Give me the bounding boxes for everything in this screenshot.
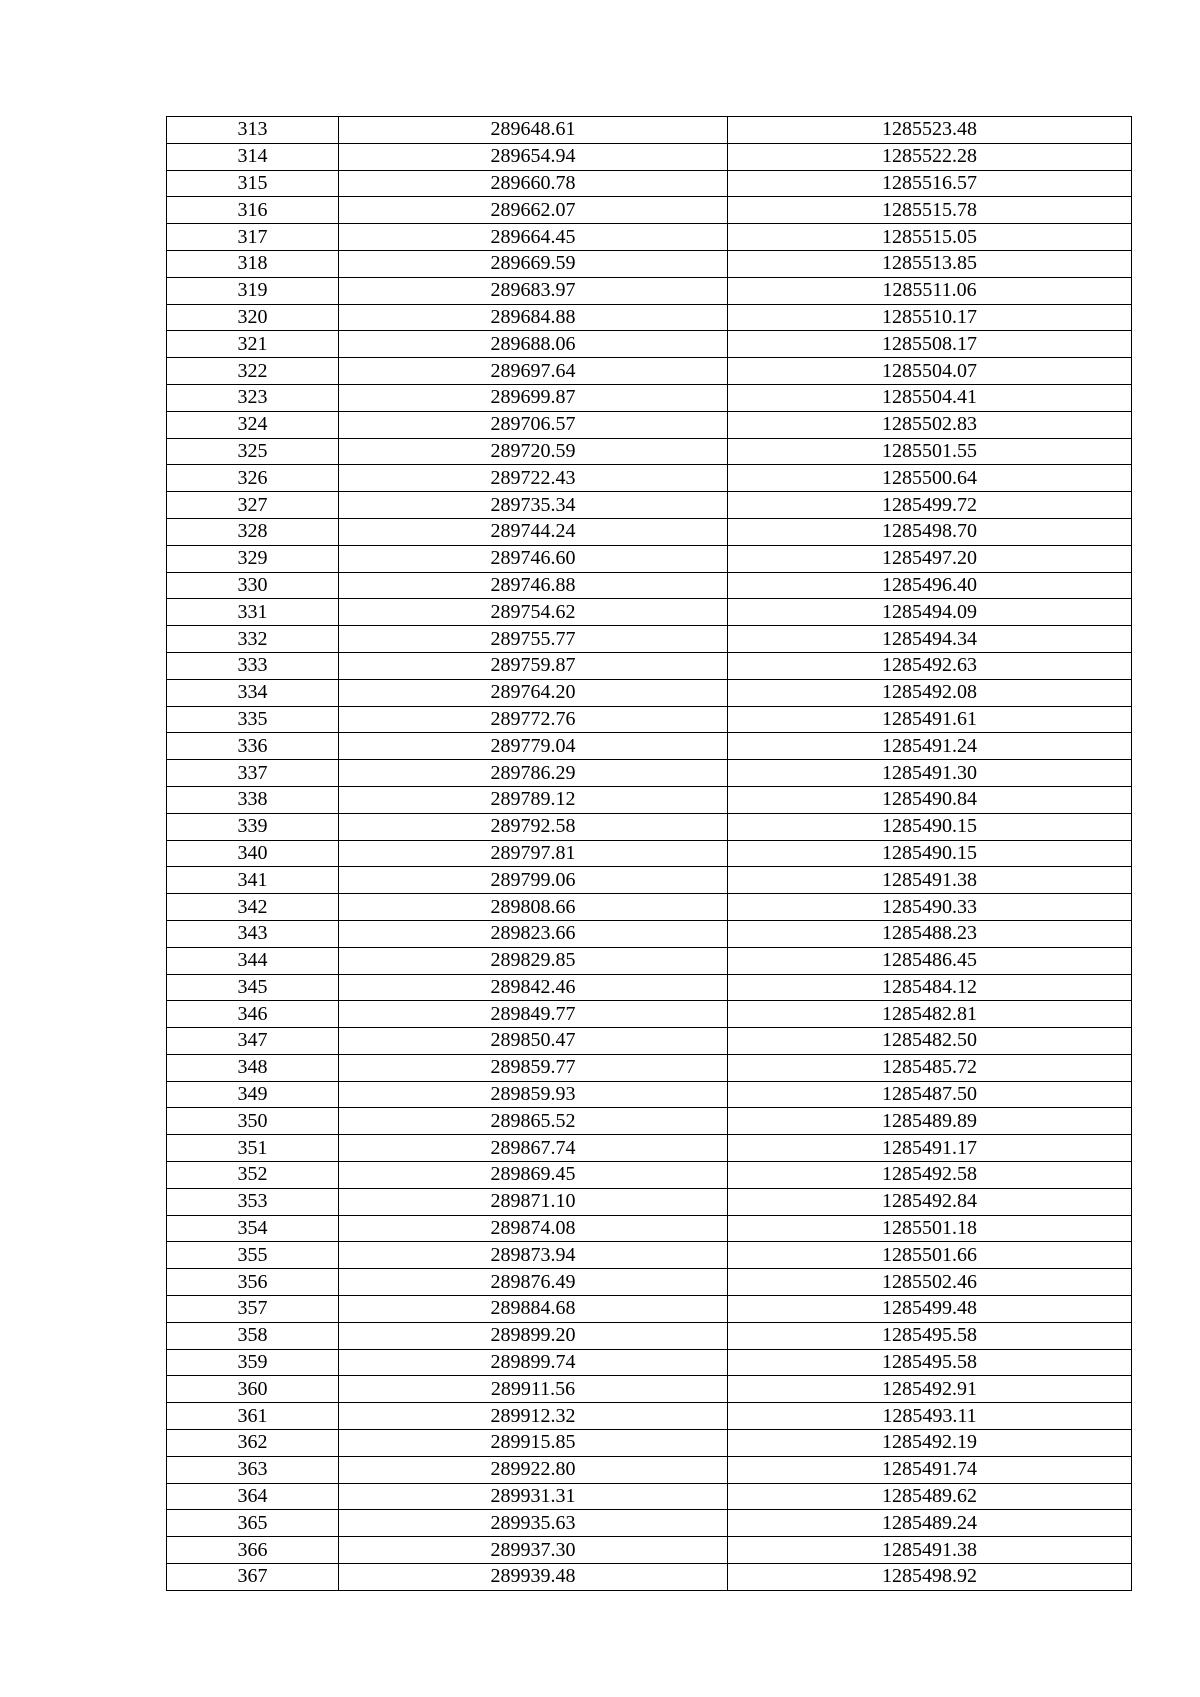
x-coordinate-cell: 289799.06 <box>339 867 728 894</box>
table-row <box>167 1242 1132 1269</box>
x-coordinate-cell: 289683.97 <box>339 277 728 304</box>
point-number-cell: 317 <box>167 224 339 251</box>
y-coordinate-cell: 1285489.24 <box>728 1510 1132 1537</box>
table-row <box>167 1510 1132 1537</box>
y-coordinate-cell: 1285491.38 <box>728 867 1132 894</box>
y-coordinate-cell: 1285510.17 <box>728 304 1132 331</box>
point-number-cell: 322 <box>167 358 339 385</box>
x-coordinate-cell: 289735.34 <box>339 492 728 519</box>
table-row <box>167 143 1132 170</box>
x-coordinate-cell: 289662.07 <box>339 197 728 224</box>
table-row <box>167 1456 1132 1483</box>
x-coordinate-cell: 289779.04 <box>339 733 728 760</box>
y-coordinate-cell: 1285492.91 <box>728 1376 1132 1403</box>
table-row <box>167 250 1132 277</box>
y-coordinate-cell: 1285501.55 <box>728 438 1132 465</box>
y-coordinate-cell: 1285491.30 <box>728 760 1132 787</box>
table-row <box>167 813 1132 840</box>
y-coordinate-cell: 1285494.34 <box>728 626 1132 653</box>
table-row <box>167 840 1132 867</box>
y-coordinate-cell: 1285491.74 <box>728 1456 1132 1483</box>
x-coordinate-cell: 289829.85 <box>339 947 728 974</box>
point-number-cell: 348 <box>167 1054 339 1081</box>
table-row <box>167 465 1132 492</box>
table-row <box>167 1403 1132 1430</box>
table-row <box>167 492 1132 519</box>
y-coordinate-cell: 1285522.28 <box>728 143 1132 170</box>
table-row <box>167 304 1132 331</box>
point-number-cell: 343 <box>167 920 339 947</box>
y-coordinate-cell: 1285485.72 <box>728 1054 1132 1081</box>
y-coordinate-cell: 1285492.63 <box>728 652 1132 679</box>
point-number-cell: 313 <box>167 117 339 144</box>
x-coordinate-cell: 289697.64 <box>339 358 728 385</box>
point-number-cell: 315 <box>167 170 339 197</box>
table-row <box>167 1108 1132 1135</box>
y-coordinate-cell: 1285492.19 <box>728 1430 1132 1457</box>
point-number-cell: 356 <box>167 1269 339 1296</box>
x-coordinate-cell: 289823.66 <box>339 920 728 947</box>
point-number-cell: 361 <box>167 1403 339 1430</box>
point-number-cell: 324 <box>167 411 339 438</box>
y-coordinate-cell: 1285511.06 <box>728 277 1132 304</box>
y-coordinate-cell: 1285489.62 <box>728 1483 1132 1510</box>
table-row <box>167 652 1132 679</box>
point-number-cell: 328 <box>167 518 339 545</box>
table-row <box>167 1430 1132 1457</box>
table-row <box>167 518 1132 545</box>
table-row <box>167 974 1132 1001</box>
x-coordinate-cell: 289654.94 <box>339 143 728 170</box>
point-number-cell: 354 <box>167 1215 339 1242</box>
point-number-cell: 319 <box>167 277 339 304</box>
y-coordinate-cell: 1285491.38 <box>728 1537 1132 1564</box>
y-coordinate-cell: 1285498.92 <box>728 1564 1132 1591</box>
point-number-cell: 353 <box>167 1188 339 1215</box>
x-coordinate-cell: 289842.46 <box>339 974 728 1001</box>
table-row <box>167 411 1132 438</box>
point-number-cell: 363 <box>167 1456 339 1483</box>
x-coordinate-cell: 289684.88 <box>339 304 728 331</box>
x-coordinate-cell: 289660.78 <box>339 170 728 197</box>
x-coordinate-cell: 289746.88 <box>339 572 728 599</box>
x-coordinate-cell: 289688.06 <box>339 331 728 358</box>
y-coordinate-cell: 1285499.72 <box>728 492 1132 519</box>
y-coordinate-cell: 1285502.83 <box>728 411 1132 438</box>
y-coordinate-cell: 1285492.58 <box>728 1162 1132 1189</box>
point-number-cell: 326 <box>167 465 339 492</box>
point-number-cell: 360 <box>167 1376 339 1403</box>
x-coordinate-cell: 289911.56 <box>339 1376 728 1403</box>
point-number-cell: 323 <box>167 384 339 411</box>
point-number-cell: 342 <box>167 894 339 921</box>
point-number-cell: 349 <box>167 1081 339 1108</box>
point-number-cell: 366 <box>167 1537 339 1564</box>
table-row <box>167 1001 1132 1028</box>
point-number-cell: 365 <box>167 1510 339 1537</box>
y-coordinate-cell: 1285492.08 <box>728 679 1132 706</box>
coordinates-table <box>166 116 1132 1591</box>
x-coordinate-cell: 289876.49 <box>339 1269 728 1296</box>
point-number-cell: 358 <box>167 1322 339 1349</box>
x-coordinate-cell: 289859.77 <box>339 1054 728 1081</box>
x-coordinate-cell: 289797.81 <box>339 840 728 867</box>
y-coordinate-cell: 1285502.46 <box>728 1269 1132 1296</box>
point-number-cell: 357 <box>167 1296 339 1323</box>
point-number-cell: 316 <box>167 197 339 224</box>
point-number-cell: 362 <box>167 1430 339 1457</box>
point-number-cell: 335 <box>167 706 339 733</box>
y-coordinate-cell: 1285501.66 <box>728 1242 1132 1269</box>
table-row <box>167 545 1132 572</box>
point-number-cell: 333 <box>167 652 339 679</box>
table-row <box>167 1028 1132 1055</box>
point-number-cell: 338 <box>167 786 339 813</box>
table-row <box>167 438 1132 465</box>
y-coordinate-cell: 1285504.07 <box>728 358 1132 385</box>
table-row <box>167 1054 1132 1081</box>
x-coordinate-cell: 289849.77 <box>339 1001 728 1028</box>
y-coordinate-cell: 1285490.15 <box>728 813 1132 840</box>
point-number-cell: 321 <box>167 331 339 358</box>
x-coordinate-cell: 289865.52 <box>339 1108 728 1135</box>
x-coordinate-cell: 289772.76 <box>339 706 728 733</box>
point-number-cell: 340 <box>167 840 339 867</box>
x-coordinate-cell: 289871.10 <box>339 1188 728 1215</box>
point-number-cell: 359 <box>167 1349 339 1376</box>
point-number-cell: 331 <box>167 599 339 626</box>
table-row <box>167 197 1132 224</box>
table-row <box>167 1376 1132 1403</box>
point-number-cell: 320 <box>167 304 339 331</box>
point-number-cell: 367 <box>167 1564 339 1591</box>
y-coordinate-cell: 1285492.84 <box>728 1188 1132 1215</box>
point-number-cell: 339 <box>167 813 339 840</box>
y-coordinate-cell: 1285488.23 <box>728 920 1132 947</box>
y-coordinate-cell: 1285516.57 <box>728 170 1132 197</box>
table-row <box>167 331 1132 358</box>
x-coordinate-cell: 289722.43 <box>339 465 728 492</box>
coordinates-table-body <box>167 117 1132 1591</box>
point-number-cell: 330 <box>167 572 339 599</box>
table-row <box>167 572 1132 599</box>
point-number-cell: 350 <box>167 1108 339 1135</box>
y-coordinate-cell: 1285497.20 <box>728 545 1132 572</box>
x-coordinate-cell: 289884.68 <box>339 1296 728 1323</box>
y-coordinate-cell: 1285490.15 <box>728 840 1132 867</box>
table-row <box>167 1564 1132 1591</box>
point-number-cell: 344 <box>167 947 339 974</box>
y-coordinate-cell: 1285491.17 <box>728 1135 1132 1162</box>
y-coordinate-cell: 1285482.81 <box>728 1001 1132 1028</box>
point-number-cell: 346 <box>167 1001 339 1028</box>
point-number-cell: 351 <box>167 1135 339 1162</box>
y-coordinate-cell: 1285499.48 <box>728 1296 1132 1323</box>
table-row <box>167 1296 1132 1323</box>
point-number-cell: 355 <box>167 1242 339 1269</box>
y-coordinate-cell: 1285490.84 <box>728 786 1132 813</box>
x-coordinate-cell: 289792.58 <box>339 813 728 840</box>
table-row <box>167 1081 1132 1108</box>
x-coordinate-cell: 289764.20 <box>339 679 728 706</box>
y-coordinate-cell: 1285486.45 <box>728 947 1132 974</box>
x-coordinate-cell: 289648.61 <box>339 117 728 144</box>
table-row <box>167 599 1132 626</box>
x-coordinate-cell: 289706.57 <box>339 411 728 438</box>
y-coordinate-cell: 1285491.61 <box>728 706 1132 733</box>
x-coordinate-cell: 289664.45 <box>339 224 728 251</box>
x-coordinate-cell: 289899.20 <box>339 1322 728 1349</box>
y-coordinate-cell: 1285494.09 <box>728 599 1132 626</box>
table-row <box>167 1322 1132 1349</box>
table-row <box>167 894 1132 921</box>
x-coordinate-cell: 289912.32 <box>339 1403 728 1430</box>
table-row <box>167 1188 1132 1215</box>
table-row <box>167 1269 1132 1296</box>
x-coordinate-cell: 289931.31 <box>339 1483 728 1510</box>
table-row <box>167 947 1132 974</box>
y-coordinate-cell: 1285500.64 <box>728 465 1132 492</box>
table-row <box>167 867 1132 894</box>
y-coordinate-cell: 1285487.50 <box>728 1081 1132 1108</box>
y-coordinate-cell: 1285489.89 <box>728 1108 1132 1135</box>
x-coordinate-cell: 289937.30 <box>339 1537 728 1564</box>
table-row <box>167 1349 1132 1376</box>
table-row <box>167 224 1132 251</box>
table-row <box>167 1162 1132 1189</box>
x-coordinate-cell: 289744.24 <box>339 518 728 545</box>
x-coordinate-cell: 289699.87 <box>339 384 728 411</box>
x-coordinate-cell: 289874.08 <box>339 1215 728 1242</box>
point-number-cell: 334 <box>167 679 339 706</box>
table-row <box>167 384 1132 411</box>
y-coordinate-cell: 1285490.33 <box>728 894 1132 921</box>
x-coordinate-cell: 289755.77 <box>339 626 728 653</box>
x-coordinate-cell: 289720.59 <box>339 438 728 465</box>
point-number-cell: 332 <box>167 626 339 653</box>
table-row <box>167 1537 1132 1564</box>
y-coordinate-cell: 1285493.11 <box>728 1403 1132 1430</box>
y-coordinate-cell: 1285495.58 <box>728 1322 1132 1349</box>
point-number-cell: 318 <box>167 250 339 277</box>
y-coordinate-cell: 1285496.40 <box>728 572 1132 599</box>
x-coordinate-cell: 289873.94 <box>339 1242 728 1269</box>
point-number-cell: 352 <box>167 1162 339 1189</box>
x-coordinate-cell: 289754.62 <box>339 599 728 626</box>
y-coordinate-cell: 1285495.58 <box>728 1349 1132 1376</box>
x-coordinate-cell: 289935.63 <box>339 1510 728 1537</box>
x-coordinate-cell: 289808.66 <box>339 894 728 921</box>
point-number-cell: 341 <box>167 867 339 894</box>
x-coordinate-cell: 289786.29 <box>339 760 728 787</box>
table-row <box>167 679 1132 706</box>
x-coordinate-cell: 289922.80 <box>339 1456 728 1483</box>
point-number-cell: 327 <box>167 492 339 519</box>
y-coordinate-cell: 1285523.48 <box>728 117 1132 144</box>
x-coordinate-cell: 289915.85 <box>339 1430 728 1457</box>
y-coordinate-cell: 1285504.41 <box>728 384 1132 411</box>
point-number-cell: 336 <box>167 733 339 760</box>
y-coordinate-cell: 1285491.24 <box>728 733 1132 760</box>
table-row <box>167 733 1132 760</box>
y-coordinate-cell: 1285482.50 <box>728 1028 1132 1055</box>
x-coordinate-cell: 289859.93 <box>339 1081 728 1108</box>
point-number-cell: 329 <box>167 545 339 572</box>
table-row <box>167 626 1132 653</box>
point-number-cell: 347 <box>167 1028 339 1055</box>
table-row <box>167 1483 1132 1510</box>
y-coordinate-cell: 1285515.05 <box>728 224 1132 251</box>
y-coordinate-cell: 1285484.12 <box>728 974 1132 1001</box>
x-coordinate-cell: 289867.74 <box>339 1135 728 1162</box>
y-coordinate-cell: 1285498.70 <box>728 518 1132 545</box>
point-number-cell: 314 <box>167 143 339 170</box>
y-coordinate-cell: 1285515.78 <box>728 197 1132 224</box>
table-row <box>167 170 1132 197</box>
y-coordinate-cell: 1285508.17 <box>728 331 1132 358</box>
table-row <box>167 920 1132 947</box>
point-number-cell: 337 <box>167 760 339 787</box>
table-row <box>167 786 1132 813</box>
x-coordinate-cell: 289789.12 <box>339 786 728 813</box>
point-number-cell: 364 <box>167 1483 339 1510</box>
table-row <box>167 706 1132 733</box>
x-coordinate-cell: 289850.47 <box>339 1028 728 1055</box>
x-coordinate-cell: 289746.60 <box>339 545 728 572</box>
table-row <box>167 117 1132 144</box>
point-number-cell: 345 <box>167 974 339 1001</box>
x-coordinate-cell: 289669.59 <box>339 250 728 277</box>
y-coordinate-cell: 1285501.18 <box>728 1215 1132 1242</box>
table-row <box>167 277 1132 304</box>
y-coordinate-cell: 1285513.85 <box>728 250 1132 277</box>
table-row <box>167 760 1132 787</box>
x-coordinate-cell: 289899.74 <box>339 1349 728 1376</box>
x-coordinate-cell: 289759.87 <box>339 652 728 679</box>
table-row <box>167 358 1132 385</box>
point-number-cell: 325 <box>167 438 339 465</box>
table-row <box>167 1135 1132 1162</box>
table-row <box>167 1215 1132 1242</box>
x-coordinate-cell: 289869.45 <box>339 1162 728 1189</box>
x-coordinate-cell: 289939.48 <box>339 1564 728 1591</box>
